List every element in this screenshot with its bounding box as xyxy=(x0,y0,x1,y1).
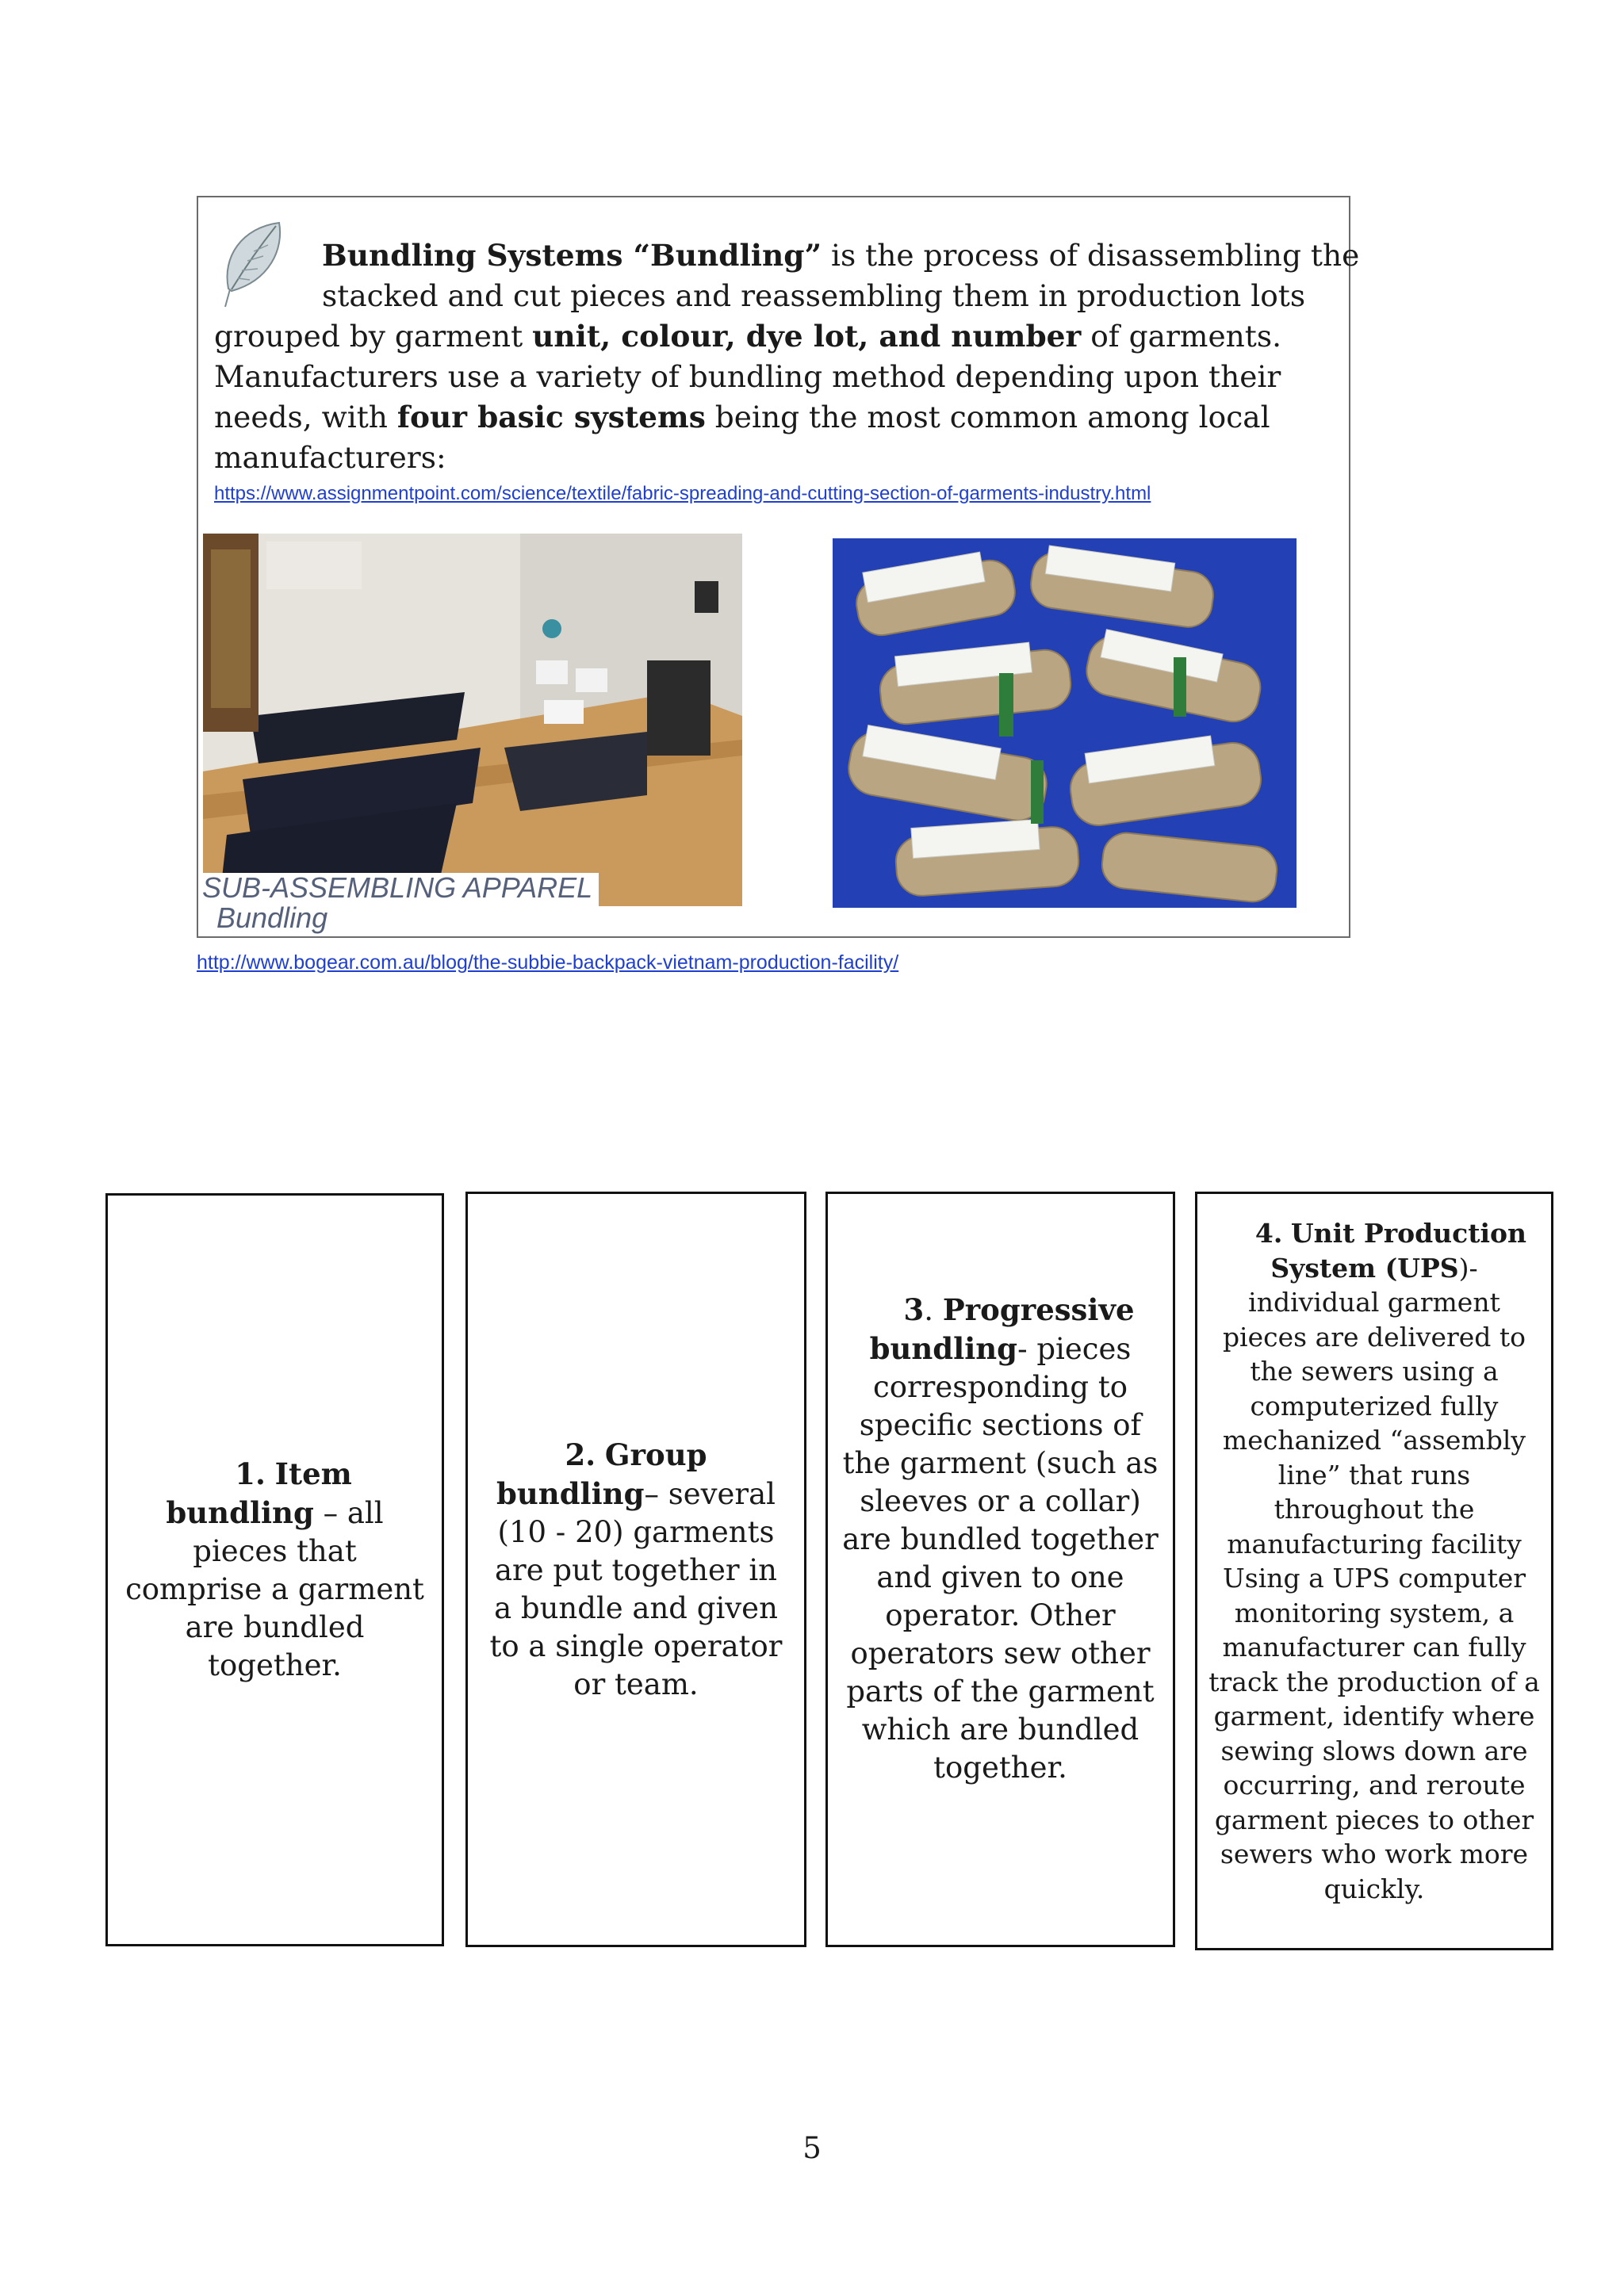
card-group-bundling xyxy=(465,1192,806,1947)
card-4-text: 4. Unit Production System (UPS)- individual garment pieces are delivered to the sewers using a computerized fully mechanized “assembly line” that runs throughout the manufacturing facility Using a UPS computer monitoring system, a manufacturer can fully track the production of a garment, identify where sewing slows down are occurring, and reroute garment pieces to other sewers who work more quickly. xyxy=(1208,1218,1540,1904)
card-2-text: 2. Group bundling– several (10 - 20) garments are put together in a bundle and given to a single operator or team. xyxy=(489,1437,783,1701)
card-unit-production-system xyxy=(1195,1192,1553,1950)
caption-line-2: Bundling xyxy=(216,901,328,934)
photo-caption xyxy=(202,873,599,933)
caption-line-1: SUB-ASSEMBLING APPAREL xyxy=(202,871,593,904)
source-link-bogear[interactable]: http://www.bogear.com.au/blog/the-subbie-backpack-vietnam-production-facility/ xyxy=(197,951,899,974)
intro-line-6: manufacturers: xyxy=(214,440,446,475)
page-number: 5 xyxy=(802,2131,822,2165)
intro-line-3: grouped by garment unit, colour, dye lot, and number of garments. xyxy=(214,319,1282,354)
intro-paragraph xyxy=(214,235,1360,478)
workshop-photo-illustration xyxy=(203,534,742,906)
intro-box xyxy=(197,196,1360,938)
source-link-assignmentpoint[interactable]: https://www.assignmentpoint.com/science/textile/fabric-spreading-and-cutting-section-of-garments-industry.html xyxy=(214,483,1151,504)
bundles-photo xyxy=(833,538,1297,908)
intro-line-5: needs, with four basic systems being the most common among local xyxy=(214,400,1270,434)
intro-line-4: Manufacturers use a variety of bundling method depending upon their xyxy=(214,359,1281,394)
card-item-bundling xyxy=(105,1193,444,1946)
workshop-photo xyxy=(203,534,742,906)
card-1-text: 1. Item bundling – all pieces that comprise a garment are bundled together. xyxy=(125,1456,424,1682)
bundles-photo-illustration xyxy=(833,538,1297,908)
intro-line-1: Bundling Systems “Bundling” is the process of disassembling the xyxy=(322,238,1360,273)
card-3-text: 3. Progressive bundling- pieces corresponding to specific sections of the garment (such as sleeves or a collar) are bundled together and given to one operator. Other operators sew other parts of the garment which are bundled together. xyxy=(842,1292,1159,1785)
intro-line-2: stacked and cut pieces and reassembling them in production lots xyxy=(322,278,1306,313)
card-progressive-bundling xyxy=(825,1192,1175,1947)
